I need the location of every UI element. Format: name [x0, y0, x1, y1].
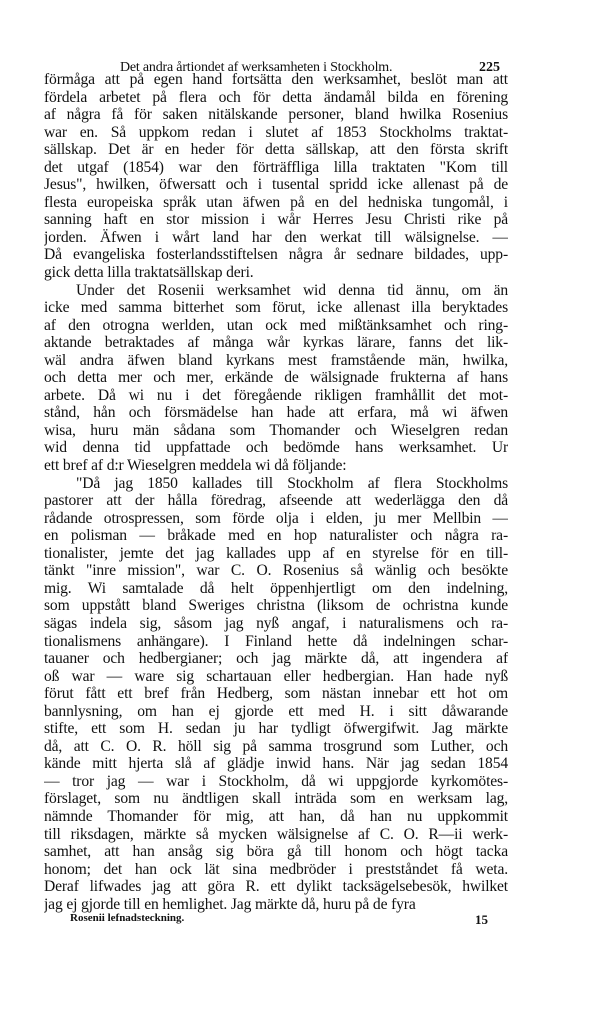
text-line: sällskap. Det är en heder för detta sällskap, att den första skrift: [44, 141, 508, 159]
signature-mark: Rosenii lefnadsteckning.: [70, 912, 185, 924]
text-line: oß war — ware sig schartauan eller hedbergian. Han hade nyß: [44, 667, 508, 685]
text-line: till riksdagen, märkte så mycken wälsignelse af C. O. R—ii werk-: [44, 825, 508, 843]
text-line: en polisman — bråkade med en hop naturalister och några ra-: [44, 527, 508, 545]
text-line: gick detta lilla traktatsällskap deri.: [44, 264, 254, 282]
text-line: tauaner och hedbergianer; och jag märkte då, att ingendera af: [44, 650, 508, 668]
text-line: pastorer att der hålla föredrag, afseende att wederlägga den då: [44, 492, 508, 510]
text-line: förmåga att på egen hand fortsätta den werksamhet, beslöt man att: [44, 71, 508, 88]
text-line: Deraf lifwades jag att göra R. ett dylikt tacksägelsebesök, hwilket: [44, 878, 508, 896]
text-line: arbete. Då wi nu i det föregående rikligen framhållit det mot-: [44, 386, 508, 404]
text-line: tionalismens anhängare). I Finland hette då indelningen schar-: [44, 632, 508, 650]
running-title: Det andra årtiondet af werksamheten i Stockholm.: [120, 60, 393, 75]
text-line: tänkt "inre mission", war C. O. Rosenius så wänlig och besökte: [44, 562, 508, 580]
text-line: förut fått ett bref från Hedberg, som nästan innebar ett hot om: [44, 685, 508, 703]
text-line: Jesus", hwilken, öfwersatt och i tusental spridd icke allenast på de: [44, 176, 508, 194]
text-line: samhet, att han ansåg sig böra gå till honom och högt tacka: [44, 843, 508, 861]
text-line: som uppstått bland Sweriges christna (liksom de ochristna kunde: [44, 597, 508, 615]
text-line: war en. Så uppkom redan i slutet af 1853 Stockholms traktat-: [44, 123, 508, 141]
text-line: stånd, hån och försmädelse han hade att erfara, må wi äfwen: [44, 404, 508, 422]
text-line: sägas indela sig, såsom jag nyß angaf, i naturalismens och ra-: [44, 614, 508, 632]
text-line: och detta mer och mer, erkände de wälsignade frukterna af hans: [44, 369, 508, 387]
text-line: Då evangeliska fosterlandsstiftelsen några år sednare bildades, upp-: [44, 246, 508, 264]
text-line: rådande otrospressen, som förde olja i elden, ju mer Mellbin —: [44, 509, 508, 527]
text-line: bannlysning, om han ej gjorde ett med H. i sitt dåwarande: [44, 702, 508, 720]
text-line: jag ej gjorde till en hemlighet. Jag märkte då, huru på de fyra: [44, 895, 416, 913]
text-line: wäl andra äfwen bland kyrkans mest framstående män, hwilka,: [44, 351, 508, 369]
text-line: ett bref af d:r Wieselgren meddela wi då följande:: [44, 457, 347, 475]
text-line: af den otrogna werlden, utan ock med mißtänksamhet och ring-: [44, 316, 508, 334]
text-line: — tror jag — war i Stockholm, då wi uppgjorde kyrkomötes-: [44, 772, 508, 790]
body-text: [44, 71, 508, 913]
text-line: då, att C. O. R. höll sig på samma trosgrund som Luther, och: [44, 737, 508, 755]
text-line: honom; det han ock lät sina medbröder i prestståndet få weta.: [44, 860, 508, 878]
text-line: tionalister, jemte det jag kallades upp af en styrelse för en till-: [44, 544, 508, 562]
page-number: 225: [479, 60, 500, 75]
text-line: det utgaf (1854) war den förträffliga lilla traktaten "Kom till: [44, 158, 508, 176]
text-line: nämnde Thomander för mig, att han, då han nu uppkommit: [44, 807, 508, 825]
text-line: jorden. Äfwen i wårt land har den werkat till wälsignelse. —: [44, 228, 508, 246]
text-line: wisa, huru män sådana som Thomander och Wieselgren redan: [44, 421, 508, 439]
text-line: kände mitt hjerta slå af glädje inwid hans. När jag sedan 1854: [44, 755, 508, 773]
text-line: mig. Wi samtalade då helt öppenhjertligt om den indelning,: [44, 579, 508, 597]
text-line: stifte, ett som H. sedan ju har tydligt öfwergifwit. Jag märkte: [44, 720, 508, 738]
text-line: wid denna tid uppfattade och bedömde hans werksamhet. Ur: [44, 439, 508, 457]
text-line: af några få för saken nitälskande personer, bland hwilka Rosenius: [44, 106, 508, 124]
sheet-number: 15: [475, 912, 488, 927]
text-line: flesta europeiska språk utan äfwen på en del hedniska tungomål, i: [44, 193, 508, 211]
text-line: sanning haft en stor mission i wår Herres Jesu Christi rike på: [44, 211, 508, 229]
page-footer: [70, 912, 488, 928]
text-line: förslaget, som nu ändtligen skall inträda som en werksam lag,: [44, 790, 508, 808]
text-line: "Då jag 1850 kallades till Stockholm af flera Stockholms: [76, 474, 508, 492]
text-line: fördela arbetet på flera och för detta ändamål bilda en förening: [44, 88, 508, 106]
text-line: aktande betraktades af många wår kyrkas lärare, fanns det lik-: [44, 334, 508, 352]
text-line: icke med samma bitterhet som förut, icke allenast illa beryktades: [44, 299, 508, 317]
text-line: Under det Rosenii werksamhet wid denna tid ännu, om än: [76, 281, 508, 299]
